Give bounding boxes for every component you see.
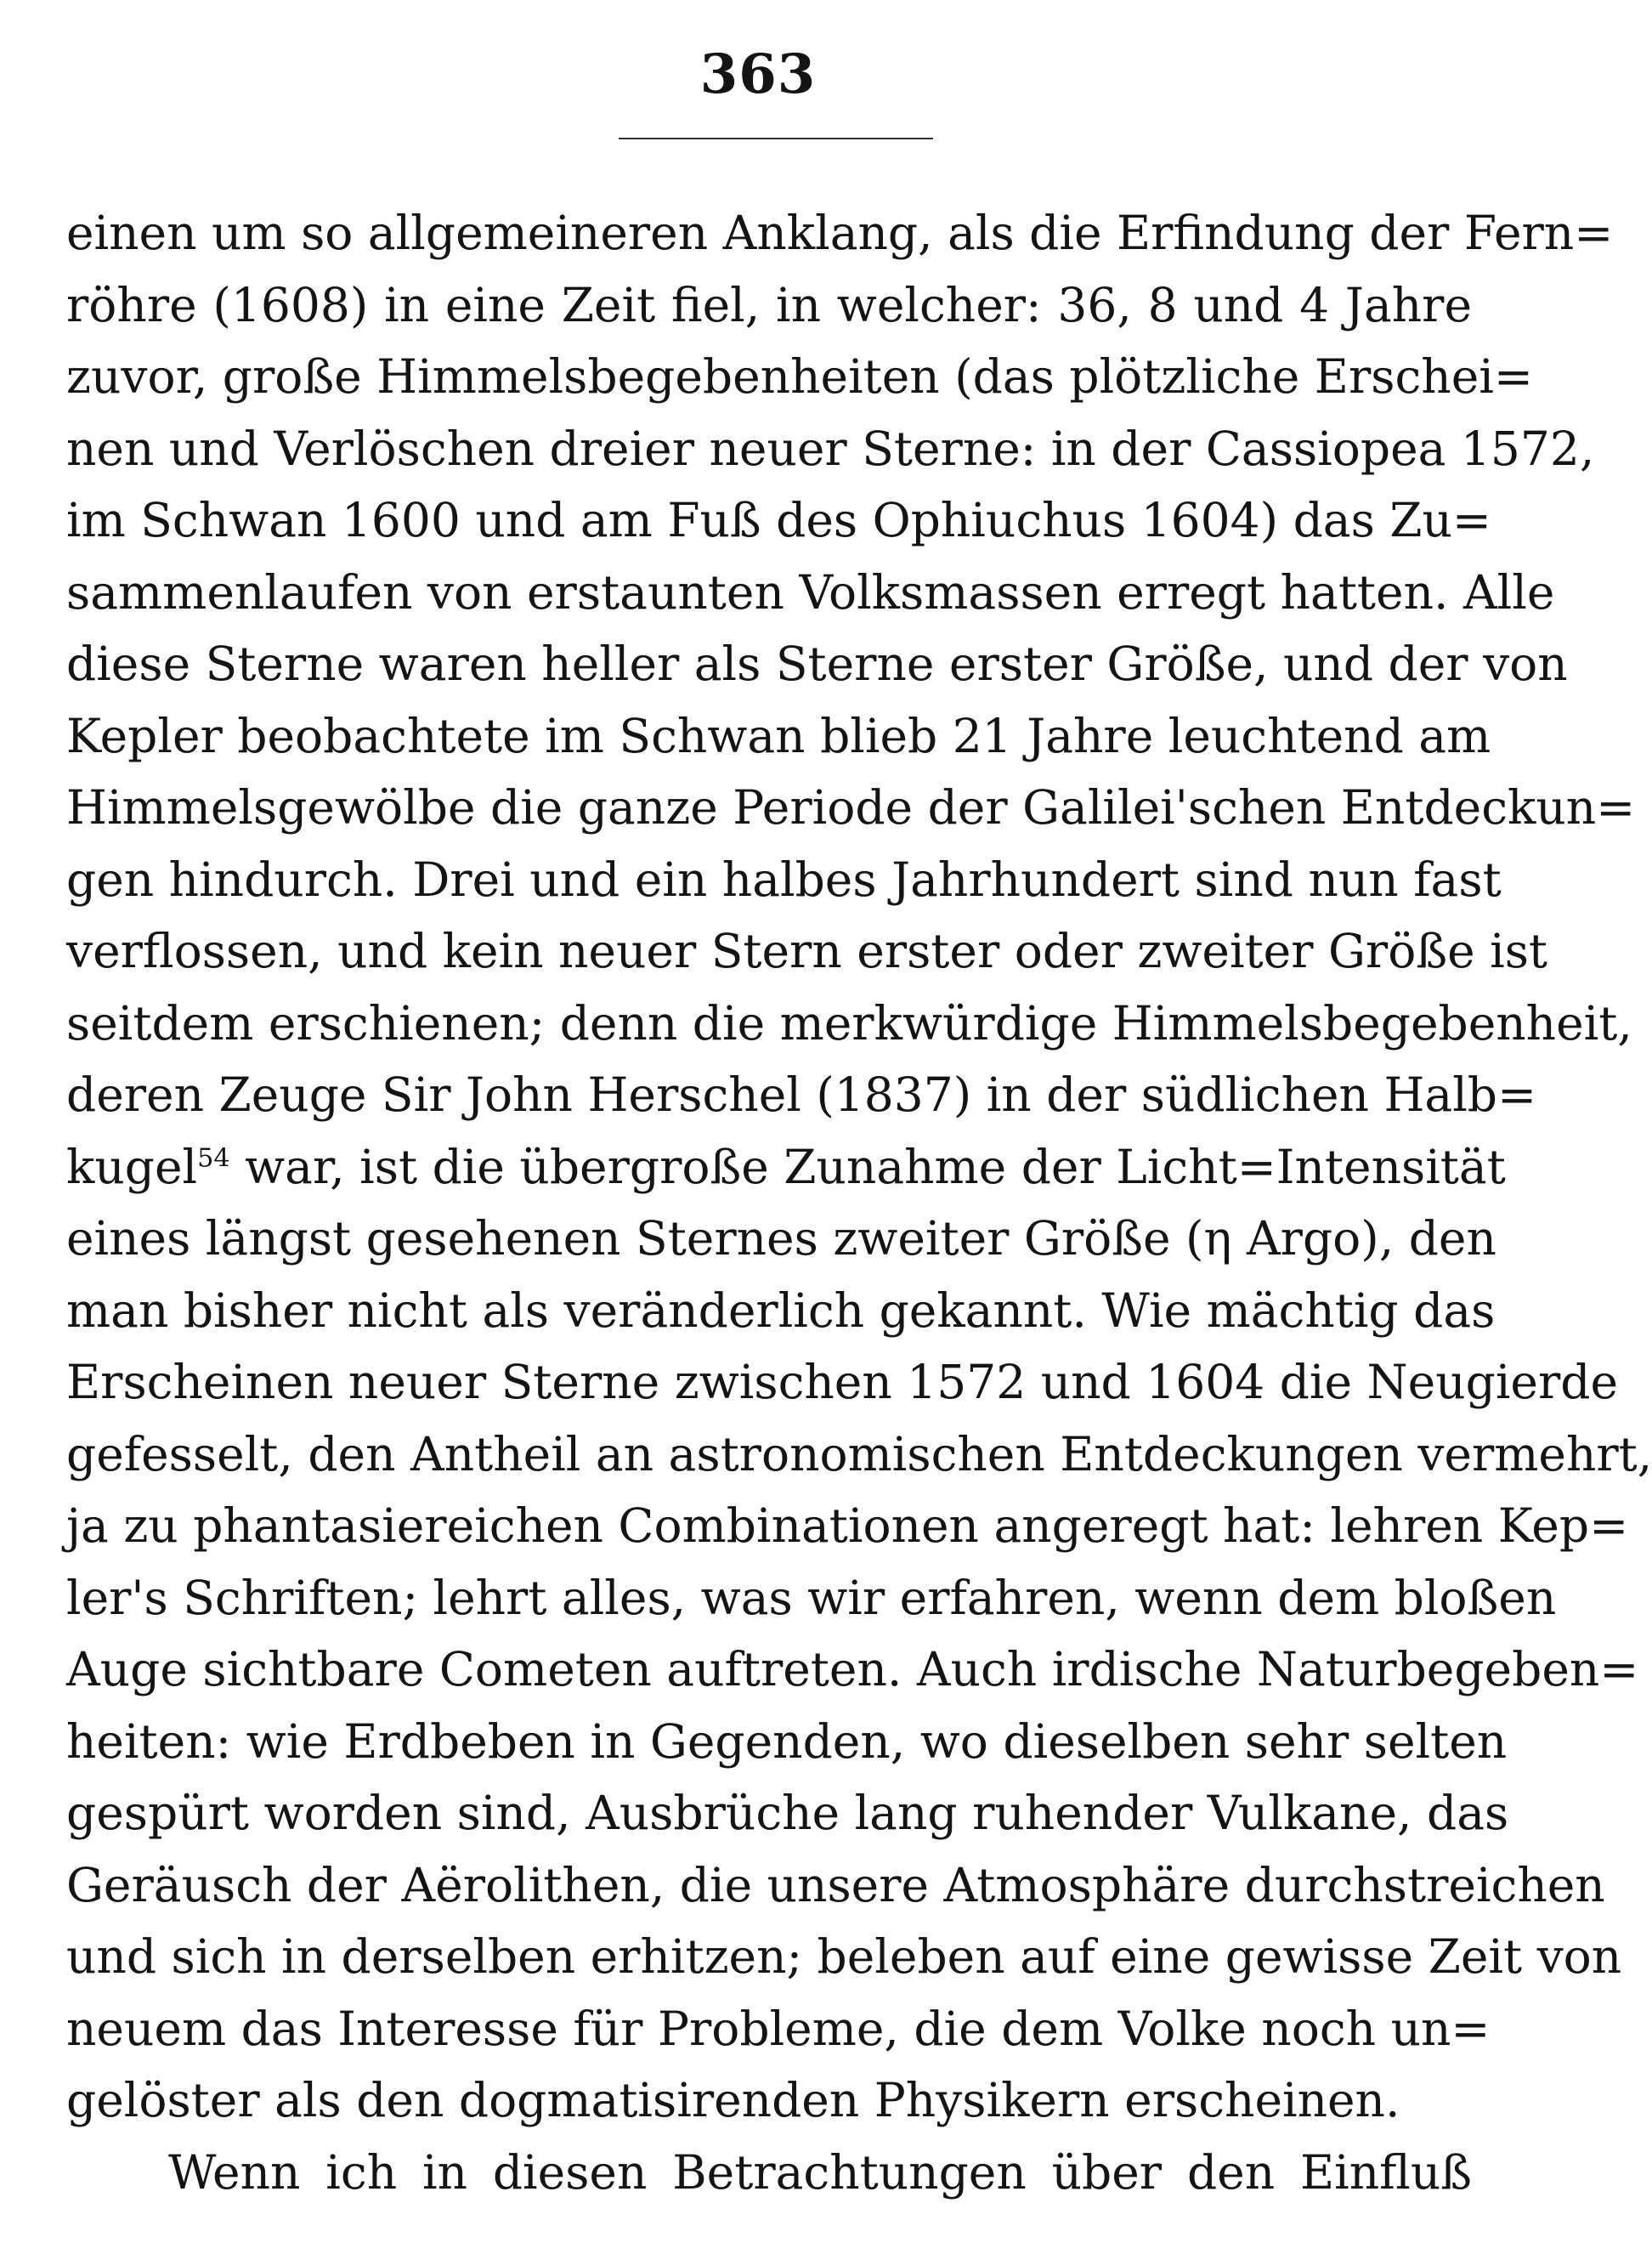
text-line: verflossen, und kein neuer Stern erster oder zweiter Größe ist	[66, 924, 1548, 978]
text-line: man bisher nicht als veränderlich gekannt. Wie mächtig das	[66, 1283, 1496, 1338]
paragraph-start-line: Wenn ich in diesen Betrachtungen über den Einfluß	[168, 2144, 1472, 2200]
body-text	[66, 197, 1652, 2208]
text-line: neuem das Interesse für Probleme, die dem Volke noch un=	[66, 2001, 1491, 2056]
text-line: Kepler beobachtete im Schwan blieb 21 Jahre leuchtend am	[66, 708, 1491, 763]
text-line: sammenlaufen von erstaunten Volksmassen erregt hatten. Alle	[66, 564, 1555, 620]
page-number: 363	[699, 42, 817, 106]
text-line: gespürt worden sind, Ausbrüche lang ruhender Vulkane, das	[66, 1786, 1509, 1840]
text-line: im Schwan 1600 und am Fuß des Ophiuchus 1604) das Zu=	[66, 493, 1492, 547]
text-line: einen um so allgemeineren Anklang, als die Erfindung der Fern=	[66, 206, 1614, 260]
text-line: nen und Verlöschen dreier neuer Sterne: in der Cassiopea 1572,	[66, 421, 1595, 476]
text-line: ja zu phantasiereichen Combinationen angeregt hat: lehren Kep=	[66, 1498, 1629, 1553]
text-line: Erscheinen neuer Sterne zwischen 1572 und 1604 die Neugierde	[66, 1355, 1619, 1409]
text-line: deren Zeuge Sir John Herschel (1837) in der südlichen Halb=	[66, 1068, 1537, 1122]
text-line: ler's Schriften; lehrt alles, was wir erfahren, wenn dem bloßen	[66, 1570, 1557, 1625]
text-line: gen hindurch. Drei und ein halbes Jahrhundert sind nun fast	[66, 852, 1502, 907]
text-line: seitdem erschienen; denn die merkwürdige Himmelsbegebenheit,	[66, 995, 1632, 1051]
text-fragment: war, ist die übergroße Zunahme der Licht=Intensität	[229, 1139, 1506, 1194]
header-rule	[619, 138, 933, 139]
text-line: zuvor, große Himmelsbegebenheiten (das plötzliche Erschei=	[66, 349, 1533, 404]
text-line-with-footnote	[66, 1131, 1506, 1203]
text-line: Geräusch der Aërolithen, die unsere Atmosphäre durchstreichen	[66, 1857, 1605, 1912]
text-fragment: kugel	[66, 1139, 198, 1194]
text-line: und sich in derselben erhitzen; beleben auf eine gewisse Zeit von	[66, 1929, 1622, 1984]
text-line: heiten: wie Erdbeben in Gegenden, wo dieselben sehr selten	[66, 1713, 1508, 1769]
paragraph-end-line: gelöster als den dogmatisirenden Physikern erscheinen.	[66, 2073, 1400, 2127]
footnote-marker: 54	[197, 1143, 230, 1174]
text-line: Auge sichtbare Cometen auftreten. Auch irdische Naturbegeben=	[66, 1642, 1639, 1696]
text-line: diese Sterne waren heller als Sterne erster Größe, und der von	[66, 637, 1568, 691]
text-line: eines längst gesehenen Sternes zweiter Größe (η Argo), den	[66, 1211, 1496, 1266]
text-line: Himmelsgewölbe die ganze Periode der Galilei'schen Entdeckun=	[66, 780, 1636, 835]
text-line: röhre (1608) in eine Zeit fiel, in welcher: 36, 8 und 4 Jahre	[66, 277, 1472, 332]
text-line: gefesselt, den Antheil an astronomischen Entdeckungen vermehrt,	[66, 1426, 1652, 1481]
